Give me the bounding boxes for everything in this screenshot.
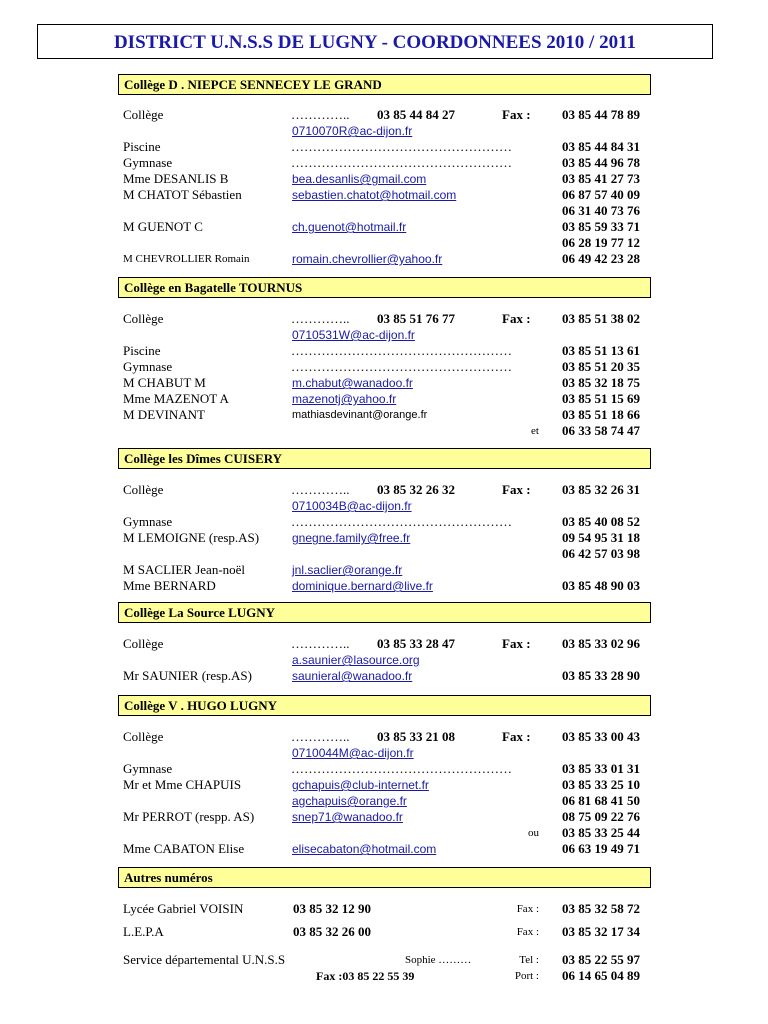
- dotted-leader: ……………………………………………: [291, 514, 512, 529]
- right-number: 03 85 33 28 90: [562, 668, 640, 683]
- dotted-leader: …………..: [291, 107, 350, 122]
- email-link[interactable]: mazenotj@yahoo.fr: [292, 392, 397, 406]
- contact-row: [123, 745, 643, 761]
- right-number: 03 85 32 18 75: [562, 375, 640, 390]
- contact-name: M CHABUT M: [123, 375, 206, 390]
- contact-row: [123, 793, 643, 809]
- right-number: 06 28 19 77 12: [562, 235, 640, 250]
- fax-label: Fax :: [516, 903, 539, 915]
- dotted-leader: …………..: [291, 729, 350, 744]
- contact-row: [123, 729, 643, 745]
- contact-row: [123, 562, 643, 578]
- contact-row: [123, 407, 643, 423]
- contact-name: Gymnase: [123, 155, 173, 170]
- dotted-leader: ……………………………………………: [291, 761, 512, 776]
- right-number: 03 85 22 55 97: [562, 952, 640, 967]
- contact-person: Sophie ………: [405, 954, 472, 966]
- contact-name: L.E.P.A: [123, 924, 164, 939]
- email-link[interactable]: a.saunier@lasource.org: [292, 653, 420, 667]
- contact-name: Collège: [123, 107, 164, 122]
- contact-row: [123, 482, 643, 498]
- fax-label: Fax :: [502, 636, 531, 651]
- right-number: 03 85 48 90 03: [562, 578, 640, 593]
- right-number: 03 85 44 84 31: [562, 139, 640, 154]
- right-number: 03 85 33 25 44: [562, 825, 640, 840]
- contact-row: [123, 668, 643, 684]
- section-header: Collège La Source LUGNY: [118, 602, 651, 623]
- contact-row: [123, 761, 643, 777]
- contact-row: [123, 901, 643, 917]
- right-number: 03 85 51 18 66: [562, 407, 640, 422]
- section-header: Collège les Dîmes CUISERY: [118, 448, 651, 469]
- contact-name: Service départemental U.N.S.S: [123, 952, 286, 967]
- section-header: Collège en Bagatelle TOURNUS: [118, 277, 651, 298]
- contact-row: [123, 514, 643, 530]
- contact-row: [123, 636, 643, 652]
- contact-name: Collège: [123, 482, 164, 497]
- right-number: 03 85 33 25 10: [562, 777, 640, 792]
- right-number: 03 85 33 01 31: [562, 761, 640, 776]
- contact-row: [123, 139, 643, 155]
- right-number: 06 49 42 23 28: [562, 251, 640, 266]
- contact-name: M CHEVROLLIER Romain: [123, 253, 250, 265]
- contact-row: [123, 203, 643, 219]
- right-number: 03 85 33 02 96: [562, 636, 640, 651]
- right-number: 03 85 32 26 31: [562, 482, 640, 497]
- connector-note: et: [531, 425, 539, 437]
- email-link[interactable]: 0710531W@ac-dijon.fr: [292, 328, 415, 342]
- email-link[interactable]: saunieral@wanadoo.fr: [292, 669, 413, 683]
- email-link[interactable]: sebastien.chatot@hotmail.com: [292, 188, 457, 202]
- contact-row: [123, 187, 643, 203]
- dotted-leader: ……………………………………………: [291, 139, 512, 154]
- contact-name: Collège: [123, 729, 164, 744]
- page-title-box: [37, 24, 713, 59]
- section-header: Collège D . NIEPCE SENNECEY LE GRAND: [118, 74, 651, 95]
- contact-row: [123, 809, 643, 825]
- email-link[interactable]: gnegne.family@free.fr: [292, 531, 411, 545]
- right-number: 06 81 68 41 50: [562, 793, 640, 808]
- email-link[interactable]: agchapuis@orange.fr: [292, 794, 407, 808]
- email-text: mathiasdevinant@orange.fr: [292, 409, 428, 421]
- right-number: 03 85 32 58 72: [562, 901, 640, 916]
- contact-name: Mme CABATON Elise: [123, 841, 245, 856]
- contact-name: M LEMOIGNE (resp.AS): [123, 530, 260, 545]
- contact-name: Piscine: [123, 343, 161, 358]
- email-link[interactable]: 0710034B@ac-dijon.fr: [292, 499, 412, 513]
- right-number: 03 85 51 13 61: [562, 343, 640, 358]
- contact-row: [123, 924, 643, 940]
- fax-label: Fax :: [502, 482, 531, 497]
- contact-name: Gymnase: [123, 761, 173, 776]
- section-header: Collège V . HUGO LUGNY: [118, 695, 651, 716]
- tel-label: Tel :: [519, 954, 539, 966]
- email-link[interactable]: 0710044M@ac-dijon.fr: [292, 746, 414, 760]
- right-number: 03 85 59 33 71: [562, 219, 640, 234]
- email-link[interactable]: ch.guenot@hotmail.fr: [292, 220, 407, 234]
- dotted-leader: ……………………………………………: [291, 343, 512, 358]
- fax-label: Fax :: [516, 926, 539, 938]
- contact-row: [123, 311, 643, 327]
- contact-name: M SACLIER Jean-noël: [123, 562, 246, 577]
- contact-row: [123, 578, 643, 594]
- contact-row: [123, 652, 643, 668]
- contact-row: [123, 123, 643, 139]
- contact-name: Mr SAUNIER (resp.AS): [123, 668, 252, 683]
- fax-label: Fax :: [502, 311, 531, 326]
- right-number: 03 85 40 08 52: [562, 514, 640, 529]
- contact-name: Gymnase: [123, 359, 173, 374]
- contact-name: Mme MAZENOT A: [123, 391, 229, 406]
- right-number: 06 63 19 49 71: [562, 841, 640, 856]
- contact-row: [123, 825, 643, 841]
- fax-number: Fax :03 85 22 55 39: [316, 969, 415, 983]
- phone-number: 03 85 33 28 47: [377, 636, 455, 651]
- contact-row: [123, 530, 643, 546]
- contact-row: [123, 235, 643, 251]
- contact-name: Lycée Gabriel VOISIN: [123, 901, 244, 916]
- contact-row: [123, 171, 643, 187]
- right-number: 06 87 57 40 09: [562, 187, 640, 202]
- dotted-leader: …………..: [291, 311, 350, 326]
- right-number: 06 14 65 04 89: [562, 968, 640, 983]
- email-link[interactable]: bea.desanlis@gmail.com: [292, 172, 427, 186]
- phone-number: 03 85 32 26 00: [293, 924, 371, 939]
- fax-label: Fax :: [502, 107, 531, 122]
- right-number: 03 85 51 15 69: [562, 391, 640, 406]
- phone-number: 03 85 33 21 08: [377, 729, 455, 744]
- port-label: Port :: [514, 970, 539, 982]
- email-link[interactable]: dominique.bernard@live.fr: [292, 579, 433, 593]
- email-link[interactable]: jnl.saclier@orange.fr: [292, 563, 403, 577]
- dotted-leader: …………..: [291, 636, 350, 651]
- email-link[interactable]: snep71@wanadoo.fr: [292, 810, 403, 824]
- contact-row: [123, 777, 643, 793]
- right-number: 03 85 51 20 35: [562, 359, 640, 374]
- contact-name: Mr PERROT (respp. AS): [123, 809, 255, 824]
- contact-row: [123, 251, 643, 267]
- email-link[interactable]: romain.chevrollier@yahoo.fr: [292, 252, 443, 266]
- contact-row: [123, 343, 643, 359]
- email-link[interactable]: m.chabut@wanadoo.fr: [292, 376, 413, 390]
- section-header: Autres numéros: [118, 867, 651, 888]
- right-number: 06 33 58 74 47: [562, 423, 640, 438]
- contact-name: M DEVINANT: [123, 407, 205, 422]
- phone-number: 03 85 44 84 27: [377, 107, 455, 122]
- right-number: 03 85 33 00 43: [562, 729, 640, 744]
- email-link[interactable]: elisecabaton@hotmail.com: [292, 842, 437, 856]
- phone-number: 03 85 51 76 77: [377, 311, 455, 326]
- contact-row: [123, 952, 643, 968]
- phone-number: 03 85 32 26 32: [377, 482, 455, 497]
- dotted-leader: ……………………………………………: [291, 359, 512, 374]
- contact-name: Collège: [123, 311, 164, 326]
- right-number: 03 85 41 27 73: [562, 171, 640, 186]
- right-number: 06 42 57 03 98: [562, 546, 640, 561]
- page-title: DISTRICT U.N.S.S DE LUGNY - COORDONNEES 2010 / 2011: [113, 32, 637, 53]
- contact-name: Piscine: [123, 139, 161, 154]
- contact-row: [123, 546, 643, 562]
- contact-row: [123, 841, 643, 857]
- right-number: 03 85 44 78 89: [562, 107, 640, 122]
- dotted-leader: …………..: [291, 482, 350, 497]
- contact-name: M GUENOT C: [123, 219, 203, 234]
- contact-row: [123, 423, 643, 439]
- contact-row: [123, 359, 643, 375]
- fax-label: Fax :: [502, 729, 531, 744]
- contact-name: Mr et Mme CHAPUIS: [123, 777, 242, 792]
- contact-name: Collège: [123, 636, 164, 651]
- dotted-leader: ……………………………………………: [291, 155, 512, 170]
- contact-row: [123, 155, 643, 171]
- right-number: 03 85 44 96 78: [562, 155, 640, 170]
- email-link[interactable]: 0710070R@ac-dijon.fr: [292, 124, 413, 138]
- phone-number: 03 85 32 12 90: [293, 901, 371, 916]
- right-number: 03 85 51 38 02: [562, 311, 640, 326]
- right-number: 08 75 09 22 76: [562, 809, 640, 824]
- right-number: 06 31 40 73 76: [562, 203, 640, 218]
- contact-row: [123, 375, 643, 391]
- contact-row: [123, 107, 643, 123]
- contact-row: [123, 219, 643, 235]
- connector-note: ou: [528, 827, 539, 839]
- contact-name: Mme DESANLIS B: [123, 171, 229, 186]
- contact-name: Gymnase: [123, 514, 173, 529]
- right-number: 03 85 32 17 34: [562, 924, 640, 939]
- contact-name: M CHATOT Sébastien: [123, 187, 242, 202]
- contact-row: [123, 498, 643, 514]
- right-number: 09 54 95 31 18: [562, 530, 640, 545]
- contact-name: Mme BERNARD: [123, 578, 216, 593]
- contact-row: [123, 968, 643, 984]
- contact-row: [123, 327, 643, 343]
- email-link[interactable]: gchapuis@club-internet.fr: [292, 778, 429, 792]
- contact-row: [123, 391, 643, 407]
